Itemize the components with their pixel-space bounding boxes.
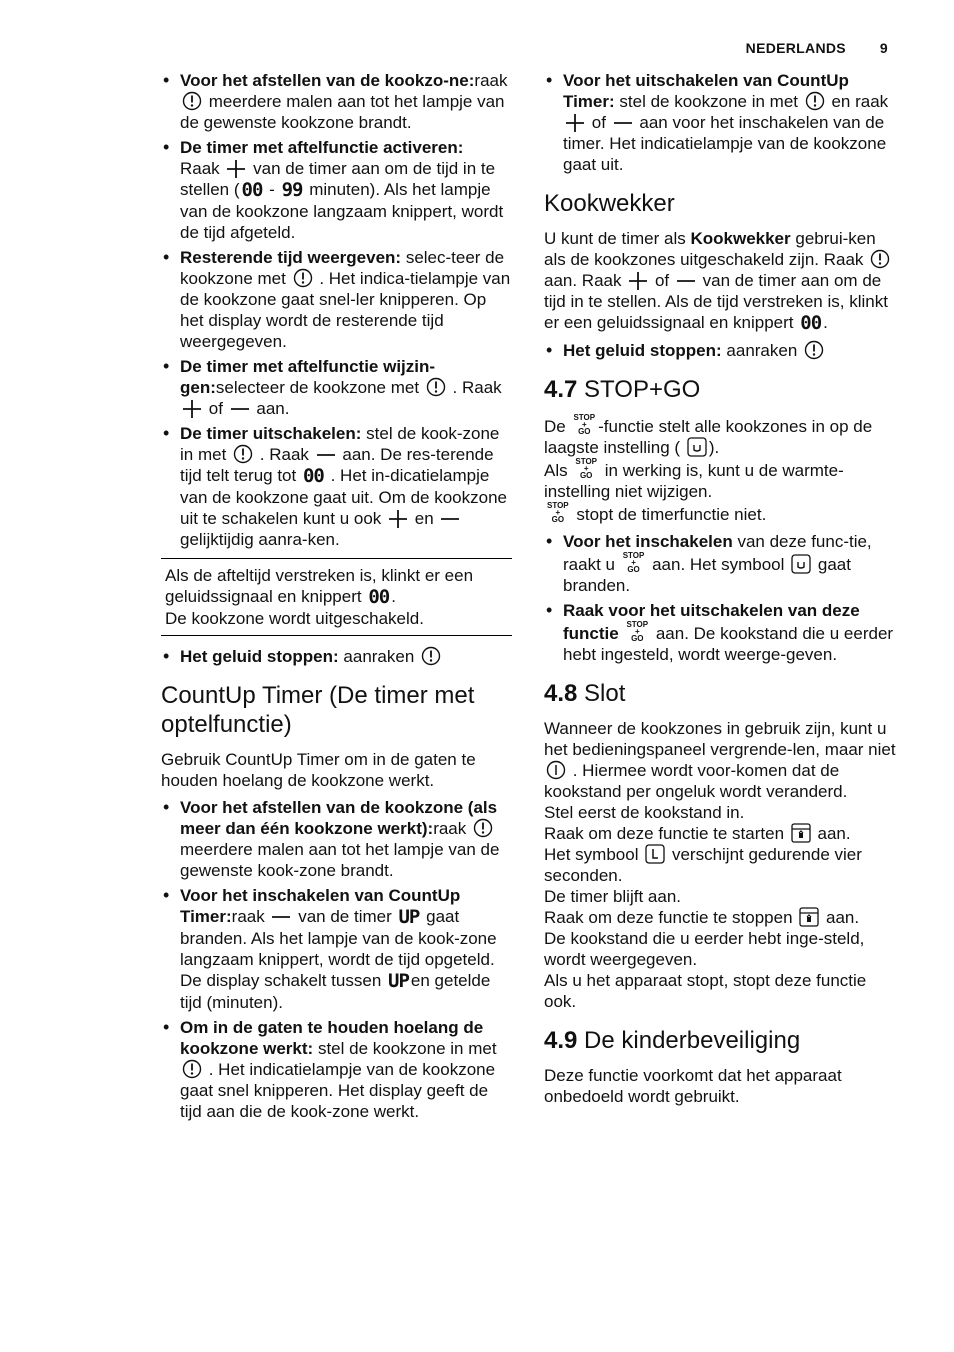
item-heading: De timer uitschakelen: (180, 424, 362, 443)
stop-go-icon: STOP + GO (622, 551, 645, 574)
list-item: • Resterende tijd weergeven: selec-teer de kookzone met . Het indica-tielampje van de kookzone gaat snel-ler knipperen. Op het display wordt de resterende tijd weergegeven. (161, 247, 512, 352)
display-00-icon: 00 (800, 312, 822, 334)
timer-selector-icon (421, 646, 441, 666)
list-item: • Raak voor het uitschakelen van deze functie STOP + GO aan. De kookstand die u eerder hebt ingesteld, wordt weerge-geven. (544, 600, 896, 665)
stop-go-icon: STOP + GO (626, 620, 649, 643)
item-heading: Voor het inschakelen (563, 532, 733, 551)
display-00-icon: 00 (241, 179, 263, 201)
countup-off-list (544, 70, 896, 175)
item-heading: Om in de gaten te houden hoelang de kookzone werkt: (180, 1018, 484, 1058)
page-number: 9 (879, 40, 888, 56)
timer-selector-icon (804, 340, 824, 360)
kookwekker-list (544, 340, 896, 361)
display-up-icon: UP (388, 970, 409, 992)
page-header (746, 38, 888, 59)
item-heading: Resterende tijd weergeven: (180, 248, 402, 267)
timer-selector-icon (426, 377, 446, 397)
section-heading: CountUp Timer (De timer met optelfunctie) (161, 682, 475, 738)
item-heading: Het geluid stoppen: (180, 647, 339, 666)
list-item: • Voor het inschakelen van CountUp Timer:raak van de timer UP gaat branden. Als het lampje van de kook-zone langzaam knippert, wordt de tijd opgeteld. De display schakelt tussen UP en getelde tijd (minuten). (161, 885, 512, 1013)
minus-icon (316, 446, 336, 464)
list-item: • Het geluid stoppen: aanraken (544, 340, 896, 361)
item-heading: Het geluid stoppen: (563, 341, 722, 360)
pan-symbol-icon (687, 437, 707, 457)
language-label: NEDERLANDS (745, 40, 846, 56)
left-column (161, 70, 512, 1126)
right-column (544, 70, 896, 1113)
plus-icon (388, 510, 408, 528)
minus-icon (230, 400, 250, 418)
timer-selector-icon (473, 818, 493, 838)
power-icon (546, 760, 566, 780)
timer-selector-icon (233, 444, 253, 464)
stop-go-list (544, 531, 896, 665)
list-item: • Het geluid stoppen: aanraken (161, 646, 512, 667)
display-99-icon: 99 (281, 179, 303, 201)
paragraph: Gebruik CountUp Timer om in de gaten te houden hoelang de kookzone werkt. (161, 750, 476, 790)
plus-icon (182, 400, 202, 418)
list-item: • De timer met aftelfunctie wijzin-gen:selecteer de kookzone met . Raak of aan. (161, 356, 512, 419)
stop-go-icon: STOP + GO (575, 457, 597, 480)
list-item: • Voor het afstellen van de kookzo-ne:raak meerdere malen aan tot het lampje van de gewenste kookzone brandt. (161, 70, 512, 133)
minus-icon (271, 908, 291, 926)
list-item: • Om in de gaten te houden hoelang de kookzone werkt: stel de kookzone in met . Het indicatielampje van de kookzone gaat snel knipperen. Het display geeft de tijd aan die de kook-zone werkt. (161, 1017, 512, 1122)
countup-list (161, 797, 512, 1122)
list-item: • Voor het afstellen van de kookzone (als meer dan één kookzone werkt):raak meerdere malen aan tot het lampje van de gewenste kook-zone brandt. (161, 797, 512, 881)
minus-icon (613, 114, 633, 132)
paragraph: U kunt de timer als Kookwekker gebrui-ken als de kookzones uitgeschakeld zijn. Raak aan. Raak of van de timer aan om de tijd in te stellen. Als de tijd verstreken is, klinkt er een geluidssignaal en knippert 00 . (544, 228, 896, 334)
list-item: • Voor het uitschakelen van CountUp Timer: stel de kookzone in met en raak of aan voor het inschakelen van de timer. Het indicatielampje van de kookzone gaat uit. (544, 70, 896, 175)
lock-icon (791, 823, 811, 843)
info-note: Als de afteltijd verstreken is, klinkt er een geluidssignaal en knippert 00 . De kookzone wordt uitgeschakeld. (161, 558, 512, 636)
item-heading: De timer met aftelfunctie activeren: (180, 138, 464, 157)
stop-go-icon: STOP + GO (573, 413, 596, 436)
plus-icon (226, 160, 246, 178)
timer-selector-icon (182, 91, 202, 111)
minus-icon (440, 510, 460, 528)
display-00-icon: 00 (368, 586, 390, 608)
list-item: • De timer met aftelfunctie activeren: Raak van de timer aan om de tijd in te stellen ( 00 - 99 minuten). Als het lampje van de kookzone langzaam knippert, wordt de tijd afgeteld. (161, 137, 512, 243)
section-heading: Kookwekker (544, 190, 675, 217)
sound-list (161, 646, 512, 667)
list-item: • Voor het inschakelen van deze func-tie, raakt u STOP + GO aan. Het symbool gaat branden. (544, 531, 896, 596)
plus-icon (628, 272, 648, 290)
display-up-icon: UP (398, 906, 420, 928)
plus-icon (565, 114, 585, 132)
list-item: • De timer uitschakelen: stel de kook-zone in met . Raak aan. De res-terende tijd telt terug tot 00 . Het in-dicatielampje van de kookzone gaat uit. Om de kookzone uit te schakelen kunt u ook en gelijktijdig aanra-ken. (161, 423, 512, 550)
lock-symbol-icon (645, 844, 665, 864)
timer-selector-icon (293, 268, 313, 288)
section-heading-4-9: 4.9 De kinderbeveiliging (544, 1027, 801, 1054)
stop-go-icon: STOP + GO (547, 501, 569, 524)
item-heading: Raak voor het uitschakelen van deze functie (563, 601, 860, 643)
minus-icon (676, 272, 696, 290)
display-00-icon: 00 (302, 465, 324, 487)
item-heading: De timer met aftelfunctie wijzin-gen: (180, 357, 436, 397)
item-heading: Voor het afstellen van de kookzone (als meer dan één kookzone werkt): (180, 798, 498, 838)
item-heading: Voor het inschakelen van CountUp Timer: (180, 886, 461, 926)
paragraph: Wanneer de kookzones in gebruik zijn, kunt u het bedieningspaneel vergrende-len, maar niet . Hiermee wordt voor-komen dat de kookstand per ongeluk wordt veranderd. Stel eerst de kookstand in. Raak om deze functie te starten aan. Het symbool verschijnt gedurende vier seconden. De timer blijft aan. Raak om deze functie te stoppen aan. De kookstand die u eerder hebt inge-steld, wordt weergegeven. Als u het apparaat stopt, stopt deze functie ook. (544, 719, 896, 1011)
timer-selector-icon (182, 1059, 202, 1079)
item-heading: Voor het uitschakelen van CountUp Timer: (563, 71, 849, 111)
lock-icon (799, 907, 819, 927)
timer-selector-icon (805, 91, 825, 111)
pan-symbol-icon (791, 554, 811, 574)
section-heading-4-7: 4.7 STOP+GO (544, 376, 701, 403)
paragraph: De STOP + GO -functie stelt alle kookzones in op de laagste instelling ( ). Als STOP + GO in werking is, kunt u de warmte-instelling niet wijzigen. STOP + GO stopt de timerfunctie niet. (544, 413, 873, 524)
item-heading: Voor het afstellen van de kookzo-ne: (180, 71, 475, 90)
paragraph: Deze functie voorkomt dat het apparaat onbedoeld wordt gebruikt. (544, 1066, 842, 1106)
section-heading-4-8: 4.8 Slot (544, 680, 626, 707)
countdown-list (161, 70, 512, 550)
timer-selector-icon (870, 249, 890, 269)
